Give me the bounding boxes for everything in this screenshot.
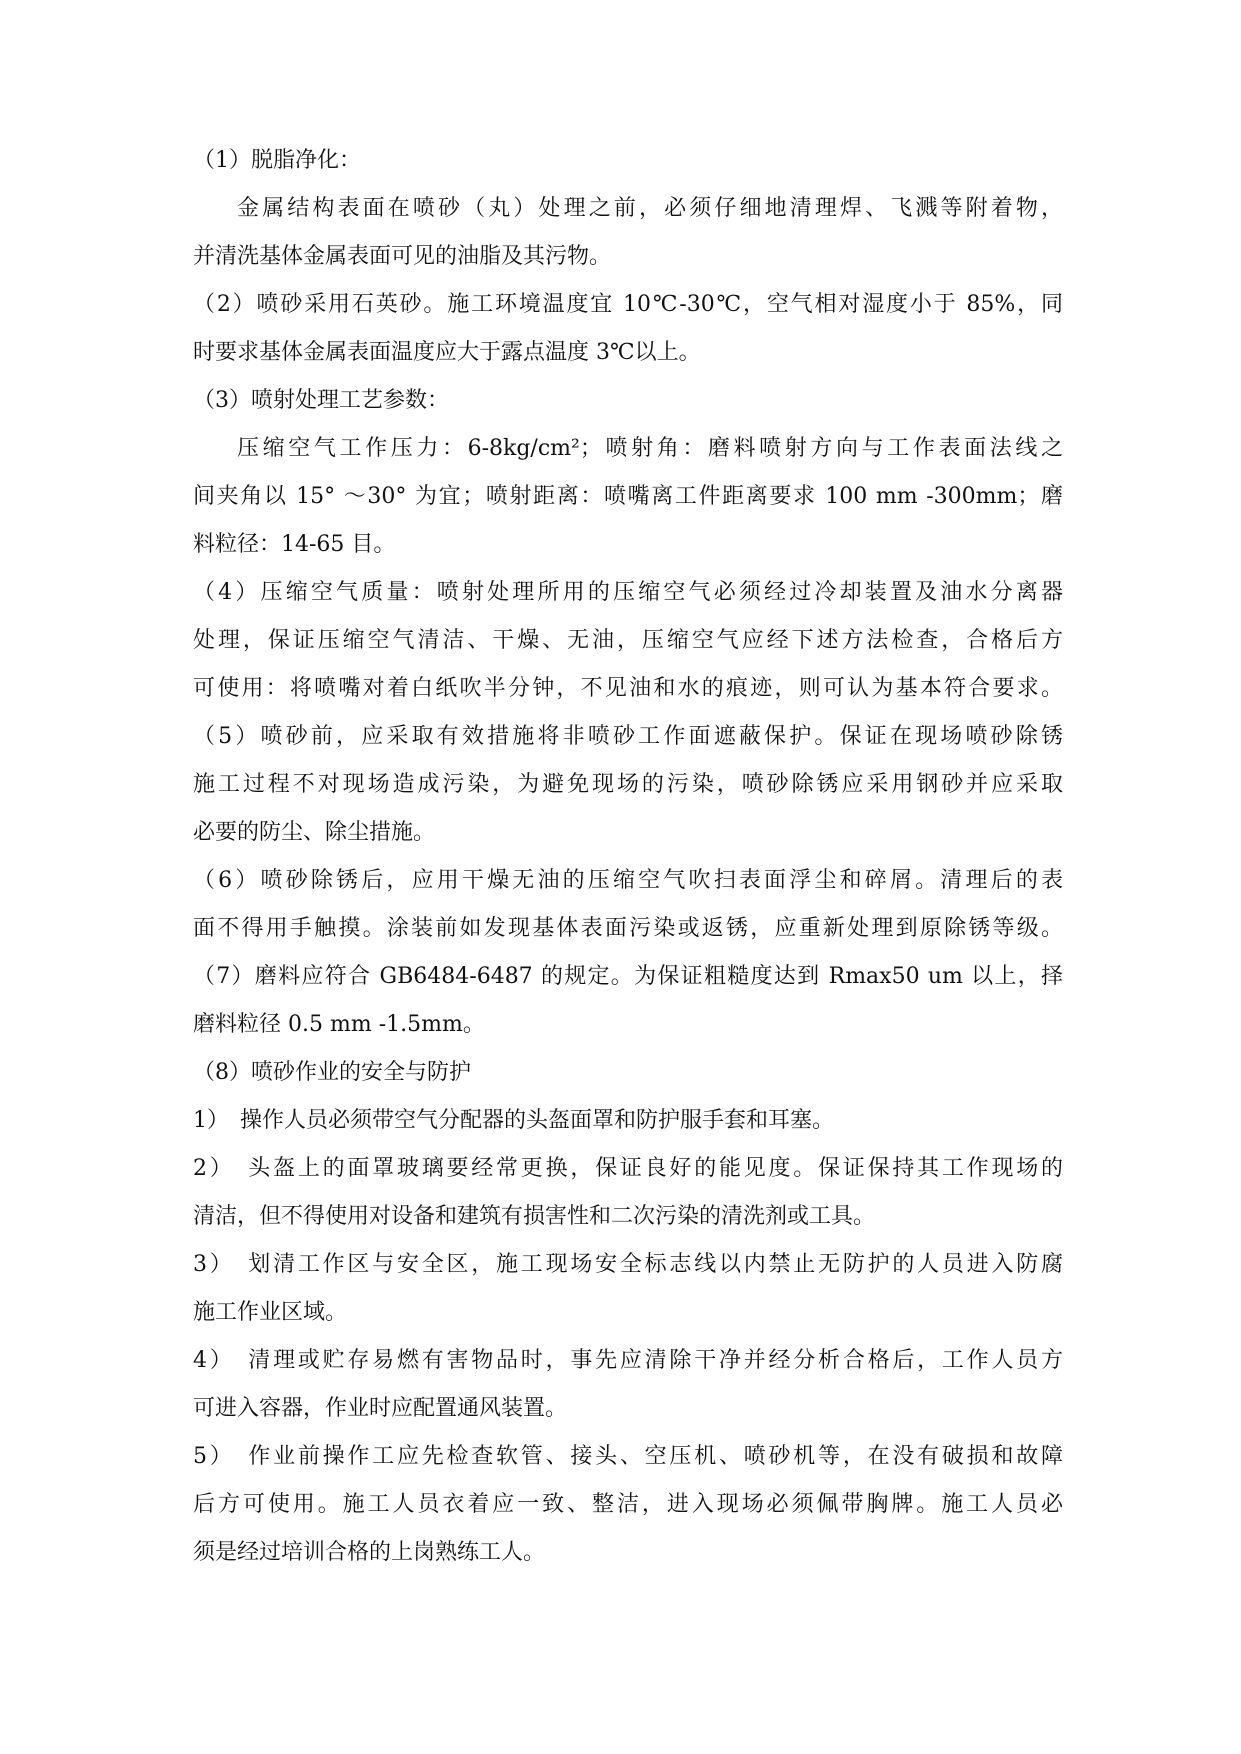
document-body xyxy=(193,144,1063,1584)
text-line: 面不得用手触摸。涂装前如发现基体表面污染或返锈，应重新处理到原除锈等级。 xyxy=(193,916,1063,941)
text-line: 3） 划清工作区与安全区，施工现场安全标志线以内禁止无防护的人员进入防腐 xyxy=(193,1252,1063,1277)
text-line: 施工过程不对现场造成污染，为避免现场的污染，喷砂除锈应采用钢砂并应采取 xyxy=(193,772,1063,797)
text-line: 可使用：将喷嘴对着白纸吹半分钟，不见油和水的痕迹，则可认为基本符合要求。 xyxy=(193,676,1063,701)
text-line: 后方可使用。施工人员衣着应一致、整洁，进入现场必须佩带胸牌。施工人员必 xyxy=(193,1492,1063,1517)
text-line: 必要的防尘、除尘措施。 xyxy=(193,820,436,845)
text-line: 2） 头盔上的面罩玻璃要经常更换，保证良好的能见度。保证保持其工作现场的 xyxy=(193,1156,1063,1181)
text-line: （4）压缩空气质量：喷射处理所用的压缩空气必须经过冷却装置及油水分离器 xyxy=(193,580,1063,605)
text-line: 清洁，但不得使用对设备和建筑有损害性和二次污染的清洗剂或工具。 xyxy=(193,1204,876,1229)
text-line: 施工作业区域。 xyxy=(193,1300,348,1325)
text-line: （8）喷砂作业的安全与防护 xyxy=(193,1060,471,1085)
text-line: 1） 操作人员必须带空气分配器的头盔面罩和防护服手套和耳塞。 xyxy=(193,1108,834,1133)
text-line: 磨料粒径 0.5 mm -1.5mm。 xyxy=(193,1012,485,1037)
text-line: 料粒径：14-65 目。 xyxy=(193,532,396,557)
text-line: （2）喷砂采用石英砂。施工环境温度宜 10℃-30℃，空气相对湿度小于 85%，同 xyxy=(193,292,1063,317)
text-line: 须是经过培训合格的上岗熟练工人。 xyxy=(193,1540,546,1565)
text-line: （5）喷砂前，应采取有效措施将非喷砂工作面遮蔽保护。保证在现场喷砂除锈 xyxy=(193,724,1063,749)
text-line: 压缩空气工作压力：6-8kg/cm²；喷射角：磨料喷射方向与工作表面法线之 xyxy=(237,436,1063,461)
text-line: 并清洗基体金属表面可见的油脂及其污物。 xyxy=(193,244,612,269)
text-line: 间夹角以 15° ～30° 为宜；喷射距离：喷嘴离工件距离要求 100 mm -300mm；磨 xyxy=(193,484,1063,509)
text-line: 5） 作业前操作工应先检查软管、接头、空压机、喷砂机等，在没有破损和故障 xyxy=(193,1444,1063,1469)
text-line: 4） 清理或贮存易燃有害物品时，事先应清除干净并经分析合格后，工作人员方 xyxy=(193,1348,1063,1373)
text-line: 处理，保证压缩空气清洁、干燥、无油，压缩空气应经下述方法检查，合格后方 xyxy=(193,628,1063,653)
text-line: 可进入容器，作业时应配置通风装置。 xyxy=(193,1396,568,1421)
text-line: 时要求基体金属表面温度应大于露点温度 3℃以上。 xyxy=(193,340,701,365)
text-line: （3）喷射处理工艺参数： xyxy=(193,388,449,413)
text-line: （6）喷砂除锈后，应用干燥无油的压缩空气吹扫表面浮尘和碎屑。清理后的表 xyxy=(193,868,1063,893)
text-line: 金属结构表面在喷砂（丸）处理之前，必须仔细地清理焊、飞溅等附着物， xyxy=(237,196,1063,221)
text-line: （7）磨料应符合 GB6484-6487 的规定。为保证粗糙度达到 Rmax50 um 以上，择 xyxy=(193,964,1063,989)
text-line: （1）脱脂净化： xyxy=(193,148,361,173)
